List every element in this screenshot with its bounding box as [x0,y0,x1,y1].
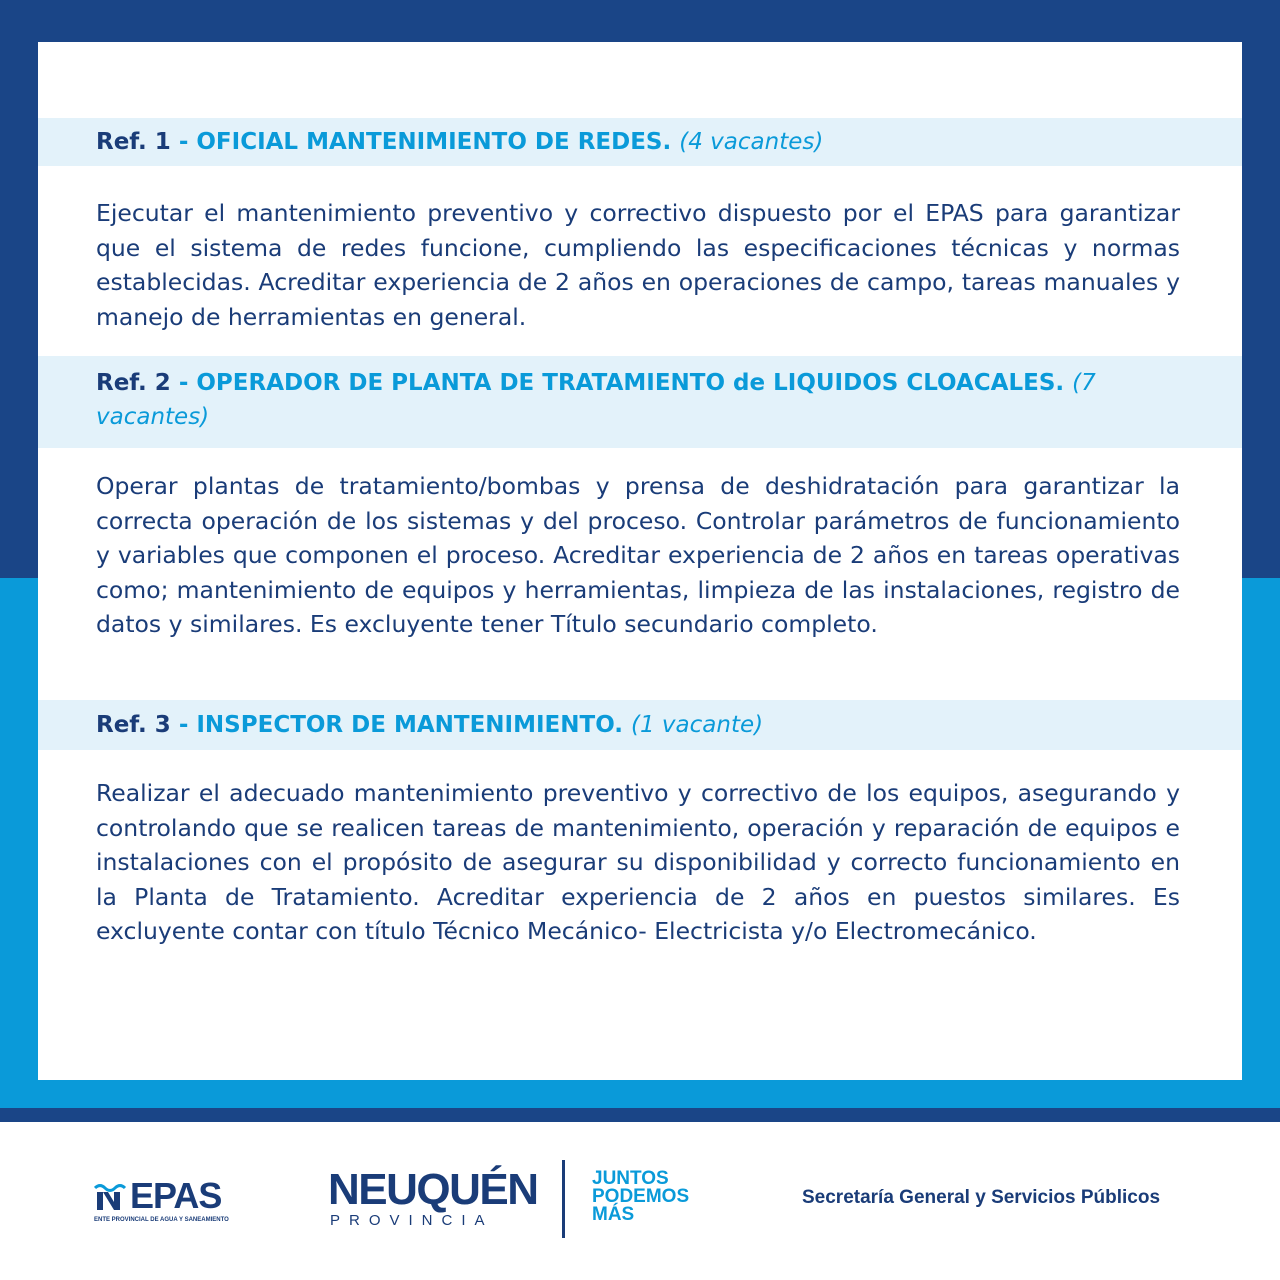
ref-3-header [38,700,1242,750]
water-waves-icon [94,1182,130,1212]
vacancies-count: (7 vacantes) [96,370,1096,430]
ref-1-title [96,125,1184,159]
slogan-line-3: MÁS [592,1204,635,1225]
slogan-line-1: JUNTOS [592,1168,669,1189]
secretaria-label: Secretaría General y Servicios Públicos [802,1187,1161,1208]
position-title: - INSPECTOR DE MANTENIMIENTO. [170,712,631,738]
footer [0,1122,1280,1280]
content-card [38,42,1242,1080]
vacancies-count: (1 vacante) [631,712,764,738]
vacancies-count: (4 vacantes) [679,129,824,155]
ref-number: Ref. 1 [96,129,171,155]
epas-wordmark: EPAS [130,1175,222,1216]
slogan [592,1170,732,1224]
ref-2-description: Operar plantas de tratamiento/bombas y prensa de deshidratación para garantizar la correcta operación de los sistemas y del proceso. Controlar parámetros de funcionamiento y variables que componen el proceso. Acreditar experiencia de 2 años en tareas operativas como; mantenimiento de equipos y herramientas, limpieza de las instalaciones, registro de datos y similares. Es excluyente tener Título secundario completo. [96,472,1180,638]
slogan-line-2: PODEMOS [592,1186,690,1207]
epas-logo [94,1175,254,1224]
epas-subtitle: ENTE PROVINCIAL DE AGUA Y SANEAMIENTO [94,1217,229,1223]
ref-1-description: Ejecutar el mantenimiento preventivo y correctivo dispuesto por el EPAS para garantizar que el sistema de redes funcione, cumpliendo las especificaciones técnicas y normas establecidas. Acreditar experiencia de 2 años en operaciones de campo, tareas manuales y manejo de herramientas en general. [96,199,1180,331]
ref-2-title [96,366,1184,434]
neuquen-wordmark: NEUQUÉN [328,1165,538,1214]
position-title: - OPERADOR DE PLANTA DE TRATAMIENTO de LIQUIDOS CLOACALES. [170,370,1073,396]
ref-1-header [38,118,1242,166]
ref-number: Ref. 2 [96,370,171,396]
neuquen-subtitle: PROVINCIA [330,1212,494,1229]
background-strip [0,1108,1280,1122]
footer-divider [562,1160,565,1238]
ref-number: Ref. 3 [96,712,171,738]
ref-3-title [96,708,1184,742]
position-title: - OFICIAL MANTENIMIENTO DE REDES. [170,129,680,155]
ref-3-description: Realizar el adecuado mantenimiento preventivo y correctivo de los equipos, asegurando y controlando que se realicen tareas de mantenimiento, operación y reparación de equipos e instalaciones con el propósito de asegurar su disponibilidad y correcto funcionamiento en la Planta de Tratamiento. Acreditar experiencia de 2 años en puestos similares. Es excluyente contar con título Técnico Mecánico- Electricista y/o Electromecánico. [96,779,1180,945]
ref-2-header [38,356,1242,448]
